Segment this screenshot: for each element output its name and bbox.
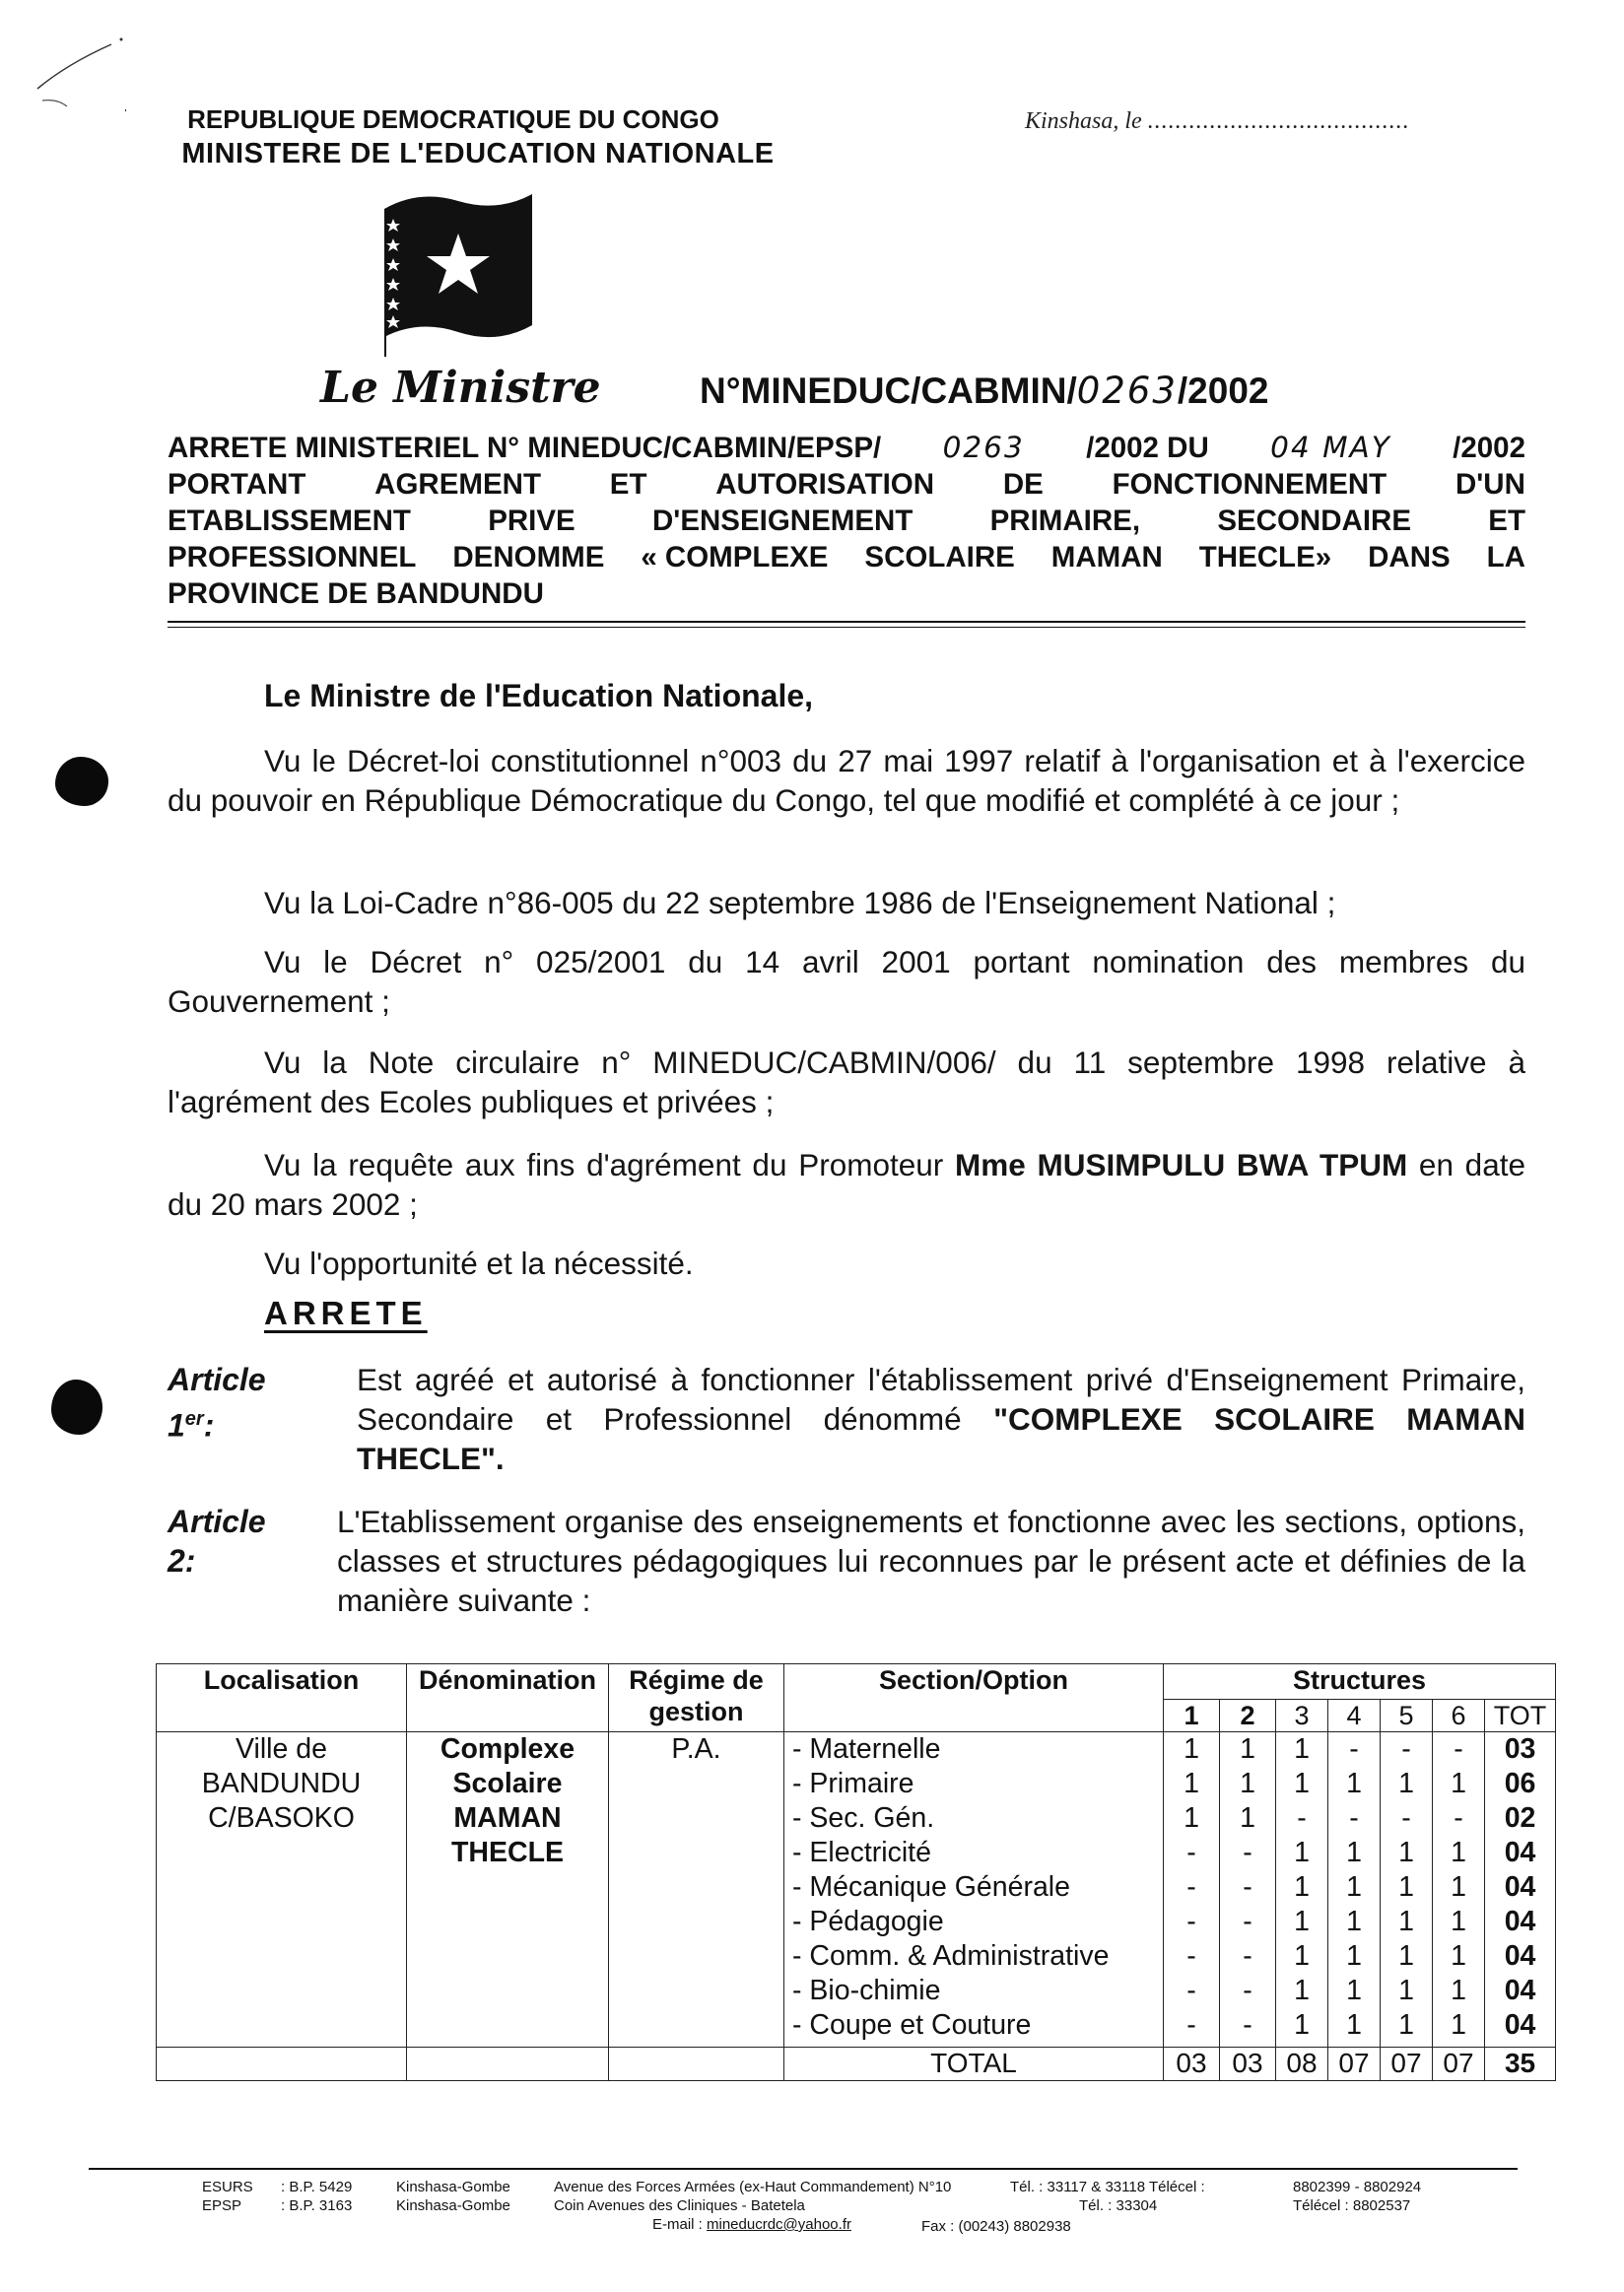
structure-count: -	[1243, 1837, 1252, 1868]
le-ministre-script: Le Ministre	[320, 363, 601, 413]
considerant-6: Vu l'opportunité et la nécessité.	[264, 1246, 694, 1281]
handwritten-date: 04 MAY	[1270, 431, 1391, 464]
title-line-2: PORTANT AGREMENT ET AUTORISATION DE FONCTIONNEMENT D'UN	[168, 468, 1525, 501]
article-1-text: Est agréé et autorisé à fonctionner l'établissement privé d'Enseignement Primaire, Secondaire et Professionnel dénommé "COMPLEXE SCOLAIRE MAMAN THECLE".	[357, 1362, 1525, 1476]
level-header: 2	[1220, 1700, 1276, 1732]
structure-count: -	[1349, 1733, 1359, 1765]
structure-count: 1	[1240, 1768, 1255, 1799]
level-header: 6	[1433, 1700, 1485, 1732]
place-label: Kinshasa, le	[1025, 108, 1142, 134]
footer-cities: Kinshasa-Gombe Kinshasa-Gombe	[396, 2179, 510, 2214]
promoter-name: Mme MUSIMPULU BWA TPUM	[954, 1147, 1408, 1182]
footer-po-boxes: : B.P. 5429 : B.P. 3163	[281, 2179, 353, 2214]
structure-count: 1	[1294, 1768, 1310, 1799]
email-link[interactable]: mineducrdc@yahoo.fr	[707, 2216, 851, 2233]
handwritten-number: 0263	[942, 431, 1025, 464]
structure-count: 1	[1398, 1906, 1414, 1937]
handwritten-number: 0263	[1076, 370, 1178, 412]
structure-count: 1	[1294, 1975, 1310, 2006]
article-1-label: Article 1er:	[168, 1362, 266, 1444]
structure-count: -	[1349, 1802, 1359, 1834]
structure-count: -	[1243, 1871, 1252, 1903]
footer-email: E-mail : mineducrdc@yahoo.fr	[652, 2216, 851, 2233]
section-list	[784, 1732, 1164, 2048]
structure-count: -	[1186, 1906, 1196, 1937]
structures-table	[156, 1663, 1556, 2081]
regime-cell: P.A.	[609, 1732, 784, 2048]
structure-count: 1	[1398, 1871, 1414, 1903]
structure-count: -	[1186, 1940, 1196, 1972]
total-value: 03	[1164, 2048, 1220, 2081]
row-total: 03	[1504, 1733, 1536, 1765]
total-value: 03	[1220, 2048, 1276, 2081]
row-total: 04	[1504, 1975, 1536, 2006]
level-col-1	[1164, 1732, 1220, 2048]
level-col-6	[1433, 1732, 1485, 2048]
total-value: 08	[1276, 2048, 1328, 2081]
row-total: 04	[1504, 1871, 1536, 1903]
structure-count: 1	[1451, 1768, 1466, 1799]
col-header-denomination: Dénomination	[407, 1664, 609, 1732]
structure-count: 1	[1294, 1837, 1310, 1868]
level-header: 4	[1328, 1700, 1381, 1732]
structure-count: 1	[1398, 2009, 1414, 2041]
structure-count: 1	[1294, 2009, 1310, 2041]
row-total: 04	[1504, 1940, 1536, 1972]
punch-hole-mark	[55, 757, 108, 806]
structure-count: -	[1243, 1975, 1252, 2006]
section-option: - Mécanique Générale	[792, 1871, 1070, 1903]
level-header: 3	[1276, 1700, 1328, 1732]
structure-count: 1	[1346, 1871, 1362, 1903]
considerant-5: Vu la requête aux fins d'agrément du Promoteur Mme MUSIMPULU BWA TPUM en date du 20 mars 2002 ;	[168, 1147, 1525, 1222]
structure-count: 1	[1398, 1940, 1414, 1972]
section-option: - Electricité	[792, 1837, 931, 1868]
section-option: - Pédagogie	[792, 1906, 944, 1937]
total-col	[1485, 1732, 1556, 2048]
structure-count: 1	[1240, 1802, 1255, 1834]
col-header-section: Section/Option	[784, 1664, 1164, 1732]
school-name: "COMPLEXE SCOLAIRE MAMAN THECLE".	[357, 1401, 1525, 1476]
structure-count: 1	[1451, 1975, 1466, 2006]
title-line-3: ETABLISSEMENT PRIVE D'ENSEIGNEMENT PRIMAIRE, SECONDAIRE ET	[168, 505, 1525, 537]
footer-cellphones: 8802399 - 8802924 Télécel : 8802537	[1293, 2179, 1422, 2214]
structure-count: -	[1186, 1871, 1196, 1903]
considerant-1: Vu le Décret-loi constitutionnel n°003 du 27 mai 1997 relatif à l'organisation et à l'exercice du pouvoir en République Démocratique du Congo, tel que modifié et complété à ce jour ;	[168, 743, 1525, 818]
structure-count: -	[1186, 1837, 1196, 1868]
level-col-4	[1328, 1732, 1381, 2048]
structure-count: 1	[1294, 1940, 1310, 1972]
arrete-heading: ARRETE	[264, 1295, 428, 1331]
section-option: - Bio-chimie	[792, 1975, 941, 2006]
structure-count: 1	[1184, 1768, 1199, 1799]
col-header-localisation: Localisation	[157, 1664, 407, 1732]
structure-count: -	[1186, 1975, 1196, 2006]
footer-addresses: Avenue des Forces Armées (ex-Haut Commandement) N°10 Coin Avenues des Cliniques - Batetela	[554, 2179, 952, 2214]
minister-heading: Le Ministre de l'Education Nationale,	[264, 678, 814, 713]
title-rule	[168, 621, 1525, 623]
punch-hole-mark	[51, 1380, 102, 1435]
decree-title	[168, 430, 1525, 612]
row-total: 06	[1504, 1768, 1536, 1799]
total-value: 07	[1433, 2048, 1485, 2081]
structure-count: 1	[1346, 1768, 1362, 1799]
row-total: 04	[1504, 1837, 1536, 1868]
footer-phones: Tél. : 33117 & 33118 Télécel : Tél. : 33304	[1010, 2179, 1205, 2214]
structure-count: 1	[1398, 1975, 1414, 2006]
structure-count: 1	[1240, 1733, 1255, 1765]
structure-count: 1	[1294, 1906, 1310, 1937]
footer-rule	[89, 2168, 1518, 2170]
section-option: - Sec. Gén.	[792, 1802, 935, 1834]
structure-count: -	[1297, 1802, 1307, 1834]
total-value: 07	[1381, 2048, 1433, 2081]
title-line-1: ARRETE MINISTERIEL N° MINEDUC/CABMIN/EPSP/ 0263 /2002 DU 04 MAY /2002	[168, 431, 1525, 464]
structure-count: 1	[1346, 1906, 1362, 1937]
structure-count: 1	[1451, 1940, 1466, 1972]
structure-count: -	[1186, 2009, 1196, 2041]
structure-count: 1	[1294, 1733, 1310, 1765]
structure-count: 1	[1451, 2009, 1466, 2041]
footer-units: ESURS EPSP	[202, 2179, 253, 2214]
structure-count: -	[1243, 1906, 1252, 1937]
considerant-3: Vu le Décret n° 025/2001 du 14 avril 2001 portant nomination des membres du Gouvernement ;	[168, 944, 1525, 1019]
row-total: 04	[1504, 2009, 1536, 2041]
structure-count: 1	[1451, 1871, 1466, 1903]
structure-count: 1	[1346, 1837, 1362, 1868]
structure-count: 1	[1398, 1768, 1414, 1799]
col-header-structures: Structures	[1164, 1664, 1556, 1700]
col-header-regime: Régime de gestion	[609, 1664, 784, 1732]
date-blank: ......................................	[1147, 108, 1410, 134]
article-2-label: Article 2:	[168, 1504, 266, 1579]
localisation-cell: Ville de BANDUNDU C/BASOKO	[157, 1732, 407, 2048]
section-option: - Primaire	[792, 1768, 914, 1799]
title-rule-thin	[168, 627, 1525, 628]
structure-count: 1	[1398, 1837, 1414, 1868]
structure-count: -	[1454, 1733, 1463, 1765]
place-date-line	[1025, 108, 1410, 135]
title-line-4: PROFESSIONNEL DENOMME « COMPLEXE SCOLAIRE MAMAN THECLE» DANS LA	[168, 541, 1525, 573]
level-col-5	[1381, 1732, 1433, 2048]
total-value: 07	[1328, 2048, 1381, 2081]
row-total: 04	[1504, 1906, 1536, 1937]
structure-count: 1	[1184, 1802, 1199, 1834]
structure-count: -	[1243, 2009, 1252, 2041]
title-line-5: PROVINCE DE BANDUNDU	[168, 577, 544, 610]
denomination-cell: Complexe Scolaire MAMAN THECLE	[407, 1732, 609, 2048]
reference-number: N°MINEDUC/CABMIN/0263/2002	[700, 370, 1269, 412]
section-option: - Coupe et Couture	[792, 2009, 1032, 2041]
structure-count: 1	[1294, 1871, 1310, 1903]
level-header-total: TOT	[1485, 1700, 1556, 1732]
structure-count: 1	[1451, 1906, 1466, 1937]
considerant-4: Vu la Note circulaire n° MINEDUC/CABMIN/006/ du 11 septembre 1998 relative à l'agrément des Ecoles publiques et privées ;	[168, 1045, 1525, 1119]
article-2-text: L'Etablissement organise des enseignements et fonctionne avec les sections, options, classes et structures pédagogiques lui reconnues par le présent acte et définies de la manière suivante :	[337, 1504, 1525, 1618]
level-header: 5	[1381, 1700, 1433, 1732]
ministry-heading: MINISTERE DE L'EDUCATION NATIONALE	[181, 138, 775, 169]
structure-count: 1	[1346, 1940, 1362, 1972]
structure-count: 1	[1184, 1733, 1199, 1765]
considerant-2: Vu la Loi-Cadre n°86-005 du 22 septembre 1986 de l'Enseignement National ;	[264, 885, 1336, 920]
structure-count: -	[1401, 1802, 1411, 1834]
structure-count: 1	[1346, 1975, 1362, 2006]
level-header: 1	[1164, 1700, 1220, 1732]
structure-count: -	[1243, 1940, 1252, 1972]
structure-count: 1	[1451, 1837, 1466, 1868]
flag-emblem-icon	[379, 189, 537, 357]
total-label: TOTAL	[784, 2048, 1164, 2081]
footer-fax: Fax : (00243) 8802938	[921, 2218, 1071, 2235]
structure-count: -	[1454, 1802, 1463, 1834]
level-col-3	[1276, 1732, 1328, 2048]
structure-count: -	[1401, 1733, 1411, 1765]
level-col-2	[1220, 1732, 1276, 2048]
section-option: - Comm. & Administrative	[792, 1940, 1110, 1972]
structure-count: 1	[1346, 2009, 1362, 2041]
section-option: - Maternelle	[792, 1733, 941, 1765]
republic-heading: REPUBLIQUE DEMOCRATIQUE DU CONGO	[187, 104, 719, 134]
grand-total: 35	[1485, 2048, 1556, 2081]
row-total: 02	[1504, 1802, 1536, 1834]
